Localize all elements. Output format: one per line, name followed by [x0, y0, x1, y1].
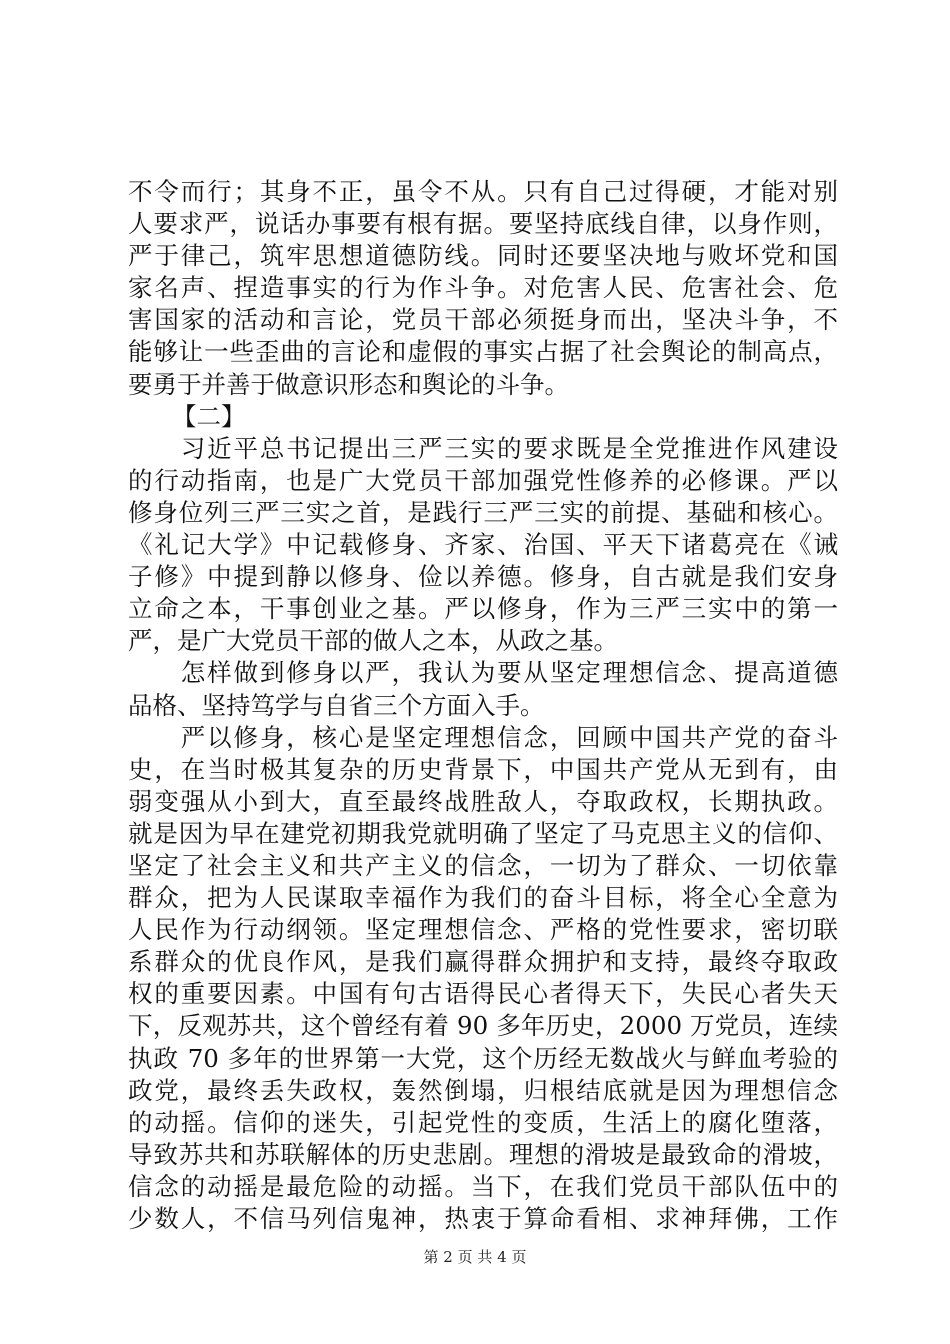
text-line: 严，是广大党员干部的做人之本，从政之基。	[128, 626, 618, 656]
text-line: 不令而行；其身不正，虽令不从。只有自己过得硬，才能对别	[128, 177, 838, 206]
section-heading: 【二】	[172, 401, 246, 431]
text-line: 史，在当时极其复杂的历史背景下，中国共产党从无到有，由	[128, 754, 838, 784]
text-line: 信念的动摇是最危险的动摇。当下，在我们党员干部队伍中的	[128, 1171, 838, 1201]
text-line: 就是因为早在建党初期我党就明确了坚定了马克思主义的信仰、	[128, 818, 838, 848]
text-line: 害国家的活动和言论，党员干部必须挺身而出，坚决斗争，不	[128, 305, 838, 335]
text-line: 能够让一些歪曲的言论和虚假的事实占据了社会舆论的制高点，	[128, 337, 838, 367]
text-line: 政党，最终丢失政权，轰然倒塌，归根结底就是因为理想信念	[128, 1075, 838, 1105]
document-body	[128, 176, 838, 1235]
text-line: 少数人，不信马列信鬼神，热衷于算命看相、求神拜佛，工作	[128, 1204, 838, 1233]
text-line: 的行动指南，也是广大党员干部加强党性修养的必修课。严以	[128, 465, 838, 495]
text-line: 严以修身，核心是坚定理想信念，回顾中国共产党的奋斗	[128, 722, 838, 752]
text-line: 弱变强从小到大，直至最终战胜敌人，夺取政权，长期执政。	[128, 786, 838, 816]
page-footer: 第 2 页 共 4 页	[423, 1248, 527, 1266]
text-line: 导致苏共和苏联解体的历史悲剧。理想的滑坡是最致命的滑坡，	[128, 1139, 838, 1169]
text-line: 习近平总书记提出三严三实的要求既是全党推进作风建设	[128, 433, 838, 463]
text-line: 人民作为行动纲领。坚定理想信念、严格的党性要求，密切联	[128, 915, 838, 945]
text-line: 坚定了社会主义和共产主义的信念，一切为了群众、一切依靠	[128, 850, 838, 880]
text-line: 严于律己，筑牢思想道德防线。同时还要坚决地与败坏党和国	[128, 241, 838, 271]
text-line: 要勇于并善于做意识形态和舆论的斗争。	[128, 369, 569, 399]
text-line: 子修》中提到静以修身、俭以养德。修身，自古就是我们安身	[128, 562, 838, 592]
text-line: 怎样做到修身以严，我认为要从坚定理想信念、提高道德	[128, 658, 838, 688]
text-line: 系群众的优良作风，是我们赢得群众拥护和支持，最终夺取政	[128, 947, 838, 977]
text-line: 人要求严，说话办事要有根有据。要坚持底线自律，以身作则，	[128, 209, 838, 239]
text-line: 群众，把为人民谋取幸福作为我们的奋斗目标，将全心全意为	[128, 883, 838, 913]
text-line: 家名声、捏造事实的行为作斗争。对危害人民、危害社会、危	[128, 273, 838, 303]
text-line: 《礼记大学》中记载修身、齐家、治国、平天下诸葛亮在《诫	[128, 530, 838, 560]
text-line: 修身位列三严三实之首，是践行三严三实的前提、基础和核心。	[128, 497, 838, 527]
text-line: 品格、坚持笃学与自省三个方面入手。	[128, 690, 545, 720]
text-line: 的动摇。信仰的迷失，引起党性的变质，生活上的腐化堕落，	[128, 1107, 838, 1137]
text-line: 执政 70 多年的世界第一大党，这个历经无数战火与鲜血考验的	[128, 1043, 838, 1073]
text-line: 权的重要因素。中国有句古语得民心者得天下，失民心者失天	[128, 979, 838, 1009]
text-line: 下，反观苏共，这个曾经有着 90 多年历史，2000 万党员，连续	[128, 1011, 838, 1041]
text-line: 立命之本，干事创业之基。严以修身，作为三严三实中的第一	[128, 594, 838, 624]
